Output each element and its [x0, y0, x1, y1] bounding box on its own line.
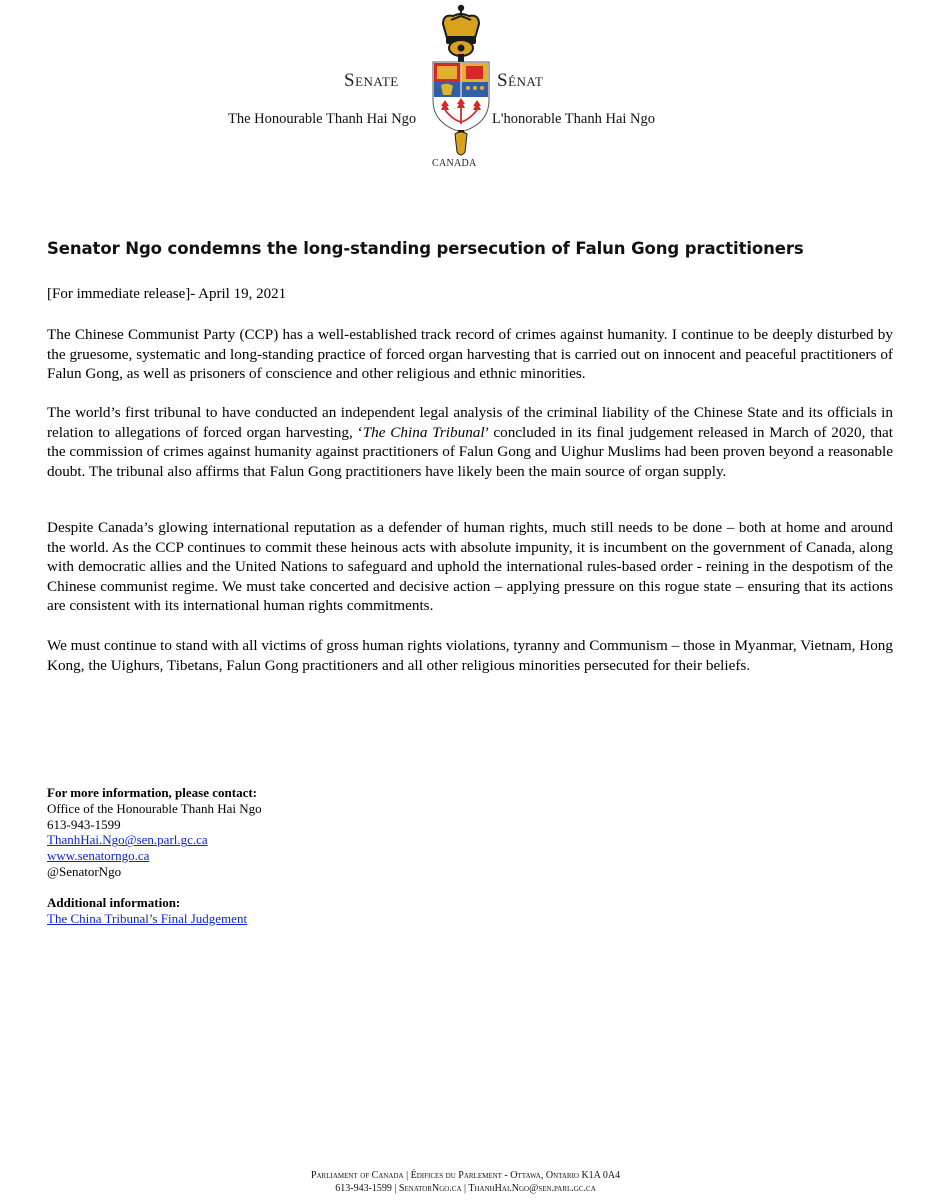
- senate-title-fr: Sénat: [497, 70, 544, 91]
- contact-office: Office of the Honourable Thanh Hai Ngo: [47, 800, 262, 816]
- senator-name-en: The Honourable Thanh Hai Ngo: [228, 111, 417, 127]
- release-dateline: [For immediate release]- April 19, 2021: [47, 286, 287, 302]
- footer-address: [0, 1170, 931, 1181]
- china-tribunal-title: The China Tribunal: [362, 423, 485, 441]
- contact-email-link[interactable]: ThanhHai.Ngo@sen.parl.gc.ca: [47, 832, 208, 848]
- paragraph-2-text-a: The world’s first tribunal to have conducted an independent legal analysis of the criminal liability of the Chinese State and its officials in relation to allegations of forced organ harvesting, ‘: [47, 404, 893, 441]
- press-release-headline: Senator Ngo condemns the long-standing persecution of Falun Gong practitioners: [47, 239, 804, 258]
- contact-website-link[interactable]: www.senatorngo.ca: [47, 848, 150, 864]
- country-label: CANADA: [432, 158, 477, 169]
- contact-phone: 613-943-1599: [47, 816, 121, 832]
- senate-coat-of-arms-icon: [425, 2, 497, 158]
- contact-block: [47, 785, 262, 926]
- footer-address-text: Parliament of Canada | Édifices du Parlement - Ottawa, Ontario K1A 0A4: [310, 1170, 621, 1181]
- letterhead: [0, 0, 931, 180]
- contact-twitter-handle: @SenatorNgo: [47, 863, 122, 879]
- paragraph-3: Despite Canada’s glowing international reputation as a defender of human rights, much still needs to be done – both at home and around the world. As the CCP continues to commit these heinous acts with absolute impunity, it is incumbent on the government of Canada, along with democratic allies and the United Nations to safeguard and uphold the international rules-based order - reining in the despotism of the Chinese communist regime. We must take concerted and decisive action – applying pressure on this rogue state – ensuring that its actions are consistent with its international human rights commitments.: [47, 519, 893, 614]
- additional-info-heading: Additional information:: [47, 894, 181, 910]
- paragraph-4: We must continue to stand with all victims of gross human rights violations, tyranny and Communism – those in Myanmar, Vietnam, Hong Kong, the Uighurs, Tibetans, Falun Gong practitioners and all other religious minorities persecuted for their beliefs.: [47, 637, 893, 674]
- footer-web-email: | SenatorNgo.ca | ThanhHai.Ngo@sen.parl.gc.ca: [391, 1183, 596, 1194]
- paragraph-1: The Chinese Communist Party (CCP) has a well-established track record of crimes against humanity. I continue to be deeply disturbed by the gruesome, systematic and long-standing practice of forced organ harvesting that is carried out on innocent and peaceful practitioners of Falun Gong, as well as prisoners of conscience and other religious and ethnic minorities.: [47, 326, 893, 382]
- contact-heading: For more information, please contact:: [47, 785, 257, 800]
- footer-phone: 613-943-1599: [335, 1183, 392, 1194]
- footer-contact: [0, 1183, 931, 1194]
- china-tribunal-judgement-link[interactable]: The China Tribunal’s Final Judgement: [47, 910, 248, 926]
- senator-name-fr: L'honorable Thanh Hai Ngo: [492, 111, 656, 127]
- paragraph-2-text-b: ’ concluded in its final judgement released in March of 2020, that the commission of crimes against humanity against practitioners of Falun Gong and Uighur Muslims had been proven beyond a reasonable doubt. The tribunal also affirms that Falun Gong practitioners have likely been the main source of organ supply.: [47, 423, 893, 480]
- senate-title-en: Senate: [344, 70, 399, 91]
- paragraph-2: [47, 403, 893, 481]
